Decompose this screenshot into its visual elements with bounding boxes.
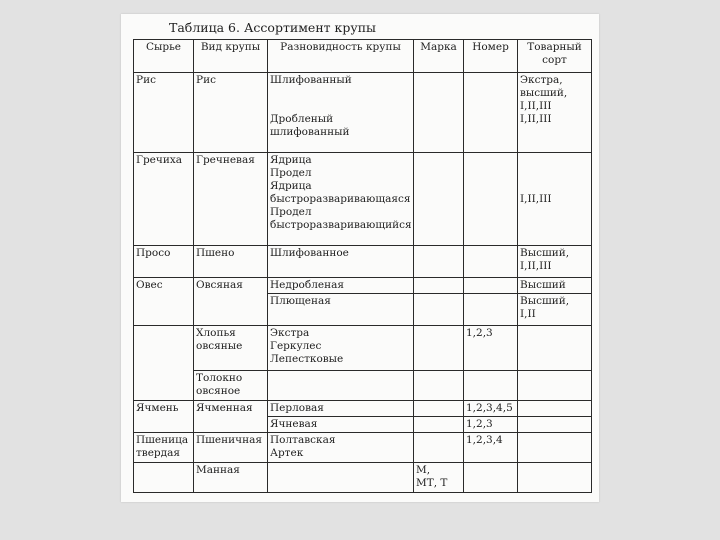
cell-variety: Экстра Геркулес Лепестковые [268, 326, 414, 371]
cell-raw: Гречиха [134, 153, 194, 246]
cell-raw: Пшеница твердая [134, 433, 194, 463]
cell-type: Овсяная [194, 278, 268, 326]
cell-sort [518, 433, 592, 463]
cell-number [464, 463, 518, 493]
cell-sort [518, 326, 592, 371]
table-row-grechiha [134, 153, 592, 246]
cell-mark [414, 433, 464, 463]
cell-sort: Экстра, высший, I,II,III I,II,III [518, 73, 592, 153]
cell-mark [414, 278, 464, 294]
header-raw: Сырье [134, 40, 194, 73]
table-row-manna [134, 463, 592, 493]
cell-number [464, 153, 518, 246]
cell-variety: Ядрица Продел Ядрица быстроразваривающаяся Продел быстроразваривающийся [268, 153, 414, 246]
cell-type: Пшеничная [194, 433, 268, 463]
cell-number [464, 246, 518, 278]
cell-sort: I,II,III [518, 153, 592, 246]
cell-number: 1,2,3,4 [464, 433, 518, 463]
cell-variety: Перловая [268, 401, 414, 417]
table-header-row [134, 40, 592, 73]
document-page [121, 14, 599, 502]
header-mark: Марка [414, 40, 464, 73]
cell-variety: Шлифованный Дробленый шлифованный [268, 73, 414, 153]
header-variety: Разновидность крупы [268, 40, 414, 73]
table-row-oat-flakes [134, 326, 592, 371]
cell-sort: Высший, I,II [518, 294, 592, 326]
cell-mark: М, МТ, Т [414, 463, 464, 493]
cell-sort [518, 417, 592, 433]
cell-variety: Шлифованное [268, 246, 414, 278]
cell-mark [414, 401, 464, 417]
cell-number: 1,2,3,4,5 [464, 401, 518, 417]
cell-mark [414, 246, 464, 278]
cell-variety: Недробленая [268, 278, 414, 294]
cell-mark [414, 417, 464, 433]
cell-mark [414, 73, 464, 153]
cell-variety: Плющеная [268, 294, 414, 326]
table-row-proso [134, 246, 592, 278]
table-row-oat-tolokno [134, 371, 592, 401]
cell-type: Гречневая [194, 153, 268, 246]
cell-number: 1,2,3 [464, 417, 518, 433]
cell-raw: Просо [134, 246, 194, 278]
cell-number: 1,2,3 [464, 326, 518, 371]
cell-raw: Овес [134, 278, 194, 326]
cell-type: Хлопья овсяные [194, 326, 268, 371]
cell-type: Ячменная [194, 401, 268, 433]
cell-number [464, 294, 518, 326]
cell-mark [414, 326, 464, 371]
cell-mark [414, 294, 464, 326]
cell-type: Пшено [194, 246, 268, 278]
cell-number [464, 73, 518, 153]
table-title: Таблица 6. Ассортимент крупы [169, 20, 376, 35]
header-number: Номер [464, 40, 518, 73]
cell-number [464, 278, 518, 294]
cell-raw: Ячмень [134, 401, 194, 433]
table-row-ris [134, 73, 592, 153]
cell-sort [518, 463, 592, 493]
table-row-yachmen-1 [134, 401, 592, 417]
cell-variety [268, 463, 414, 493]
cell-sort: Высший [518, 278, 592, 294]
cell-sort [518, 401, 592, 417]
cell-variety: Полтавская Артек [268, 433, 414, 463]
cell-variety: Ячневая [268, 417, 414, 433]
cell-variety [268, 371, 414, 401]
cell-sort: Высший, I,II,III [518, 246, 592, 278]
cell-raw [134, 463, 194, 493]
assortment-table [133, 39, 592, 493]
cell-number [464, 371, 518, 401]
cell-type: Рис [194, 73, 268, 153]
cell-mark [414, 153, 464, 246]
header-sort: Товарный сорт [518, 40, 592, 73]
cell-type: Толокно овсяное [194, 371, 268, 401]
cell-type: Манная [194, 463, 268, 493]
table-row-oves-1 [134, 278, 592, 294]
header-type: Вид крупы [194, 40, 268, 73]
cell-sort [518, 371, 592, 401]
table-row-pshenica [134, 433, 592, 463]
cell-raw [134, 326, 194, 401]
cell-raw: Рис [134, 73, 194, 153]
cell-mark [414, 371, 464, 401]
